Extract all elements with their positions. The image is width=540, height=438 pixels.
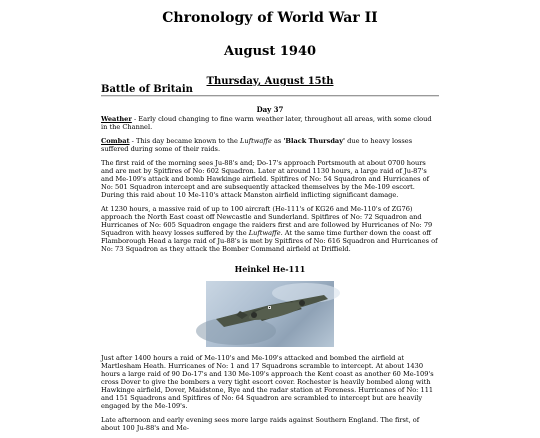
northeast-text-b: . At the same time further down the coast off Flamborough Head a large raid of Ju-88's is met by Spitfires of No: 616 Squadron and Hurricanes of No: 73 Squadron as they attack the Bomber Command airfield at Driffield. xyxy=(101,229,438,253)
morning-raids-paragraph: The first raid of the morning sees Ju-88's and; Do-17's approach Portsmouth at about 0700 hours and are met by Spitfires of No: 602 Squadron. Later at around 1130 hours, a large raid of Ju-87's and Me-109's attack and bomb Hawkinge airfield. Spitfires of No: 54 Squadron and Hurricanes of No: 501 Squadron intercept and are subsequently attacked themselves by the Me-109 escort. During this raid about 10 Me-110's attack Manston airfield inflicting significant damage. xyxy=(101,159,430,199)
combat-text-2: as xyxy=(271,137,284,145)
combat-text-1: - This day became known to the xyxy=(129,137,240,145)
afternoon-raids-paragraph: Just after 1400 hours a raid of Me-110's and Me-109's attacked and bombed the airfield at Martlesham Heath. Hurricanes of No: 1 and 17 Squadrons scramble to intercept. At about 1430 hours a large raid of 90 Do-17's and 130 Me-109's approach the Kent coast as another 60 Me-109's cross Dover to give the bombers a very tight escort cover. Rochester is heavily bombed along with Hawkinge airfield, Dover, Maidstone, Rye and the radar station at Foreness. Hurricanes of No: 111 and 151 Squadrons and Spitfires of No: 64 Squadron are scrambled to intercept but are heavily engaged by the Me-109's. xyxy=(101,354,434,410)
weather-label: Weather xyxy=(101,115,132,123)
combat-label: Combat xyxy=(101,137,130,145)
combat-luftwaffe: Luftwaffe xyxy=(240,137,272,145)
weather-paragraph xyxy=(101,115,439,131)
northeast-luftwaffe: Luftwaffe xyxy=(248,229,281,237)
heinkel-photo xyxy=(206,281,334,347)
section-title: Battle of Britain xyxy=(101,84,193,95)
article-body xyxy=(101,86,439,438)
header xyxy=(0,0,540,87)
page-title: Chronology of World War II xyxy=(162,10,378,26)
image-caption: Heinkel He-111 xyxy=(234,264,306,274)
page-subtitle: August 1940 xyxy=(223,44,317,59)
aircraft-illustration xyxy=(206,281,334,347)
combat-paragraph xyxy=(101,137,439,153)
weather-text: - Early cloud changing to fine warm weather later, throughout all areas, with some cloud in the Channel. xyxy=(101,115,432,131)
northeast-text-a: At 1230 hours, a massive raid of up to 100 aircraft (He-111's of KG26 and Me-110's of ZG76) approach the North East coast off Newcastle and Sunderland. Spitfires of No: 72 Squadron and Hurricanes of No: 605 Squadron engage the raiders first and are followed by Hurricanes of No: 79 Squadron with heavy losses suffered by the xyxy=(101,205,433,237)
black-thursday: 'Black Thursday' xyxy=(283,137,346,145)
combat-text-3: due to heavy losses suffered during some of their raids. xyxy=(101,137,413,153)
day-number: Day 37 xyxy=(256,105,284,114)
date-link[interactable]: Thursday, August 15th xyxy=(206,76,334,87)
evening-raids-paragraph: Late afternoon and early evening sees more large raids against Southern England. The first, of about 100 Ju-88's and Me- xyxy=(101,416,420,432)
northeast-raid-paragraph xyxy=(101,205,439,253)
